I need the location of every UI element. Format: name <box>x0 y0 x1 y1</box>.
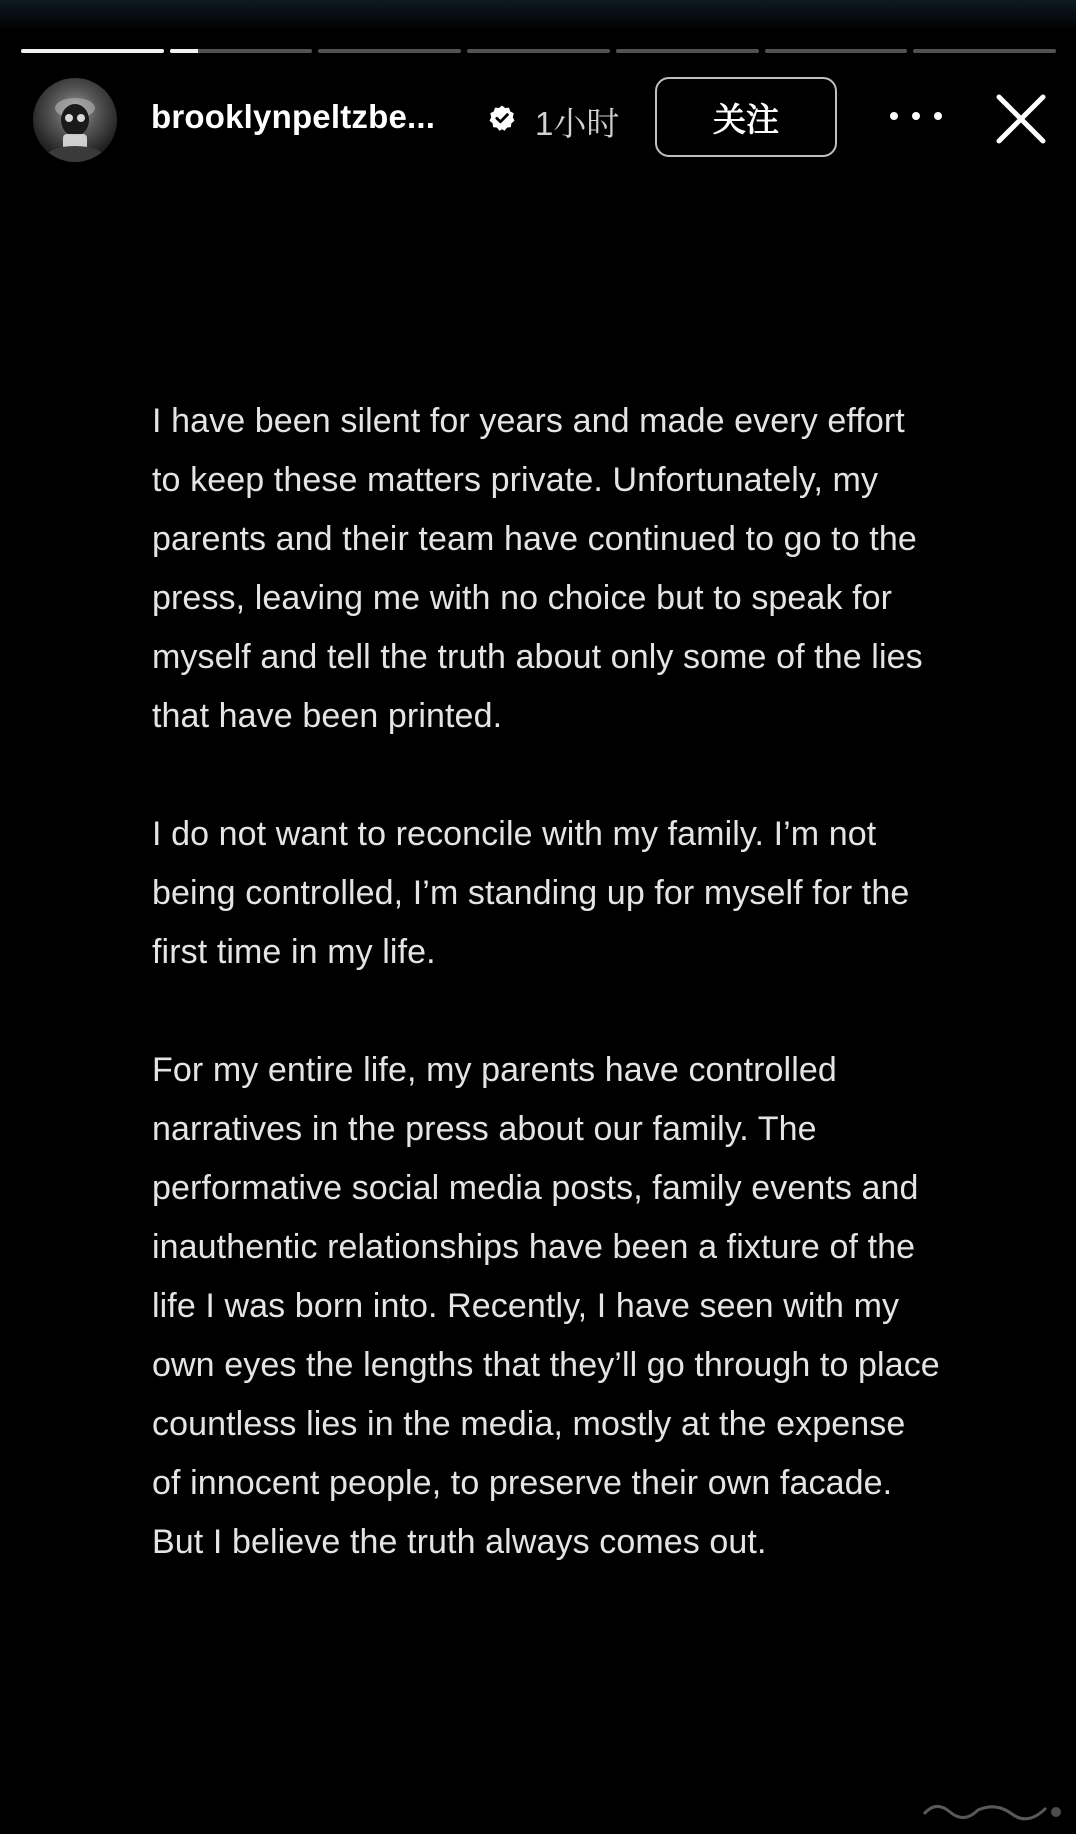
more-dot <box>912 112 920 120</box>
story-progress-bar <box>21 49 1056 55</box>
follow-button[interactable]: 关注 <box>655 77 837 157</box>
verified-badge-icon <box>488 104 516 132</box>
progress-segment <box>616 49 759 53</box>
progress-segment <box>467 49 610 53</box>
more-dot <box>890 112 898 120</box>
username[interactable]: brooklynpeltzbe... <box>151 98 436 135</box>
progress-segment <box>170 49 313 53</box>
close-icon[interactable] <box>993 91 1049 147</box>
more-options-icon[interactable] <box>890 101 942 131</box>
avatar-image <box>33 78 117 162</box>
story-paragraph: I do not want to reconcile with my family. I’m not being controlled, I’m standing up for myself for the first time in my life. <box>152 815 910 971</box>
progress-segment <box>318 49 461 53</box>
progress-segment <box>765 49 908 53</box>
watermark-logo <box>916 1792 1066 1826</box>
progress-segment <box>21 49 164 53</box>
top-edge-shade <box>0 0 1076 30</box>
profile-avatar[interactable] <box>33 78 117 162</box>
story-text <box>152 392 942 1572</box>
story-header <box>0 74 1076 164</box>
story-paragraph: For my entire life, my parents have controlled narratives in the press about our family. The performative social media posts, family events and inauthentic relationships have been a fixture of the life I was born into. Recently, I have seen with my own eyes the lengths that they’ll go through to place countless lies in the media, mostly at the expense of innocent people, to preserve their own facade. But I believe the truth always comes out. <box>152 1051 940 1561</box>
progress-segment-fill <box>170 49 199 53</box>
story-paragraph: I have been silent for years and made every effort to keep these matters private. Unfortunately, my parents and their team have continued to go to the press, leaving me with no choice but to speak for myself and tell the truth about only some of the lies that have been printed. <box>152 402 923 735</box>
more-dot <box>934 112 942 120</box>
post-time: 1小时 <box>535 105 620 142</box>
progress-segment <box>913 49 1056 53</box>
progress-segment-fill <box>21 49 164 53</box>
